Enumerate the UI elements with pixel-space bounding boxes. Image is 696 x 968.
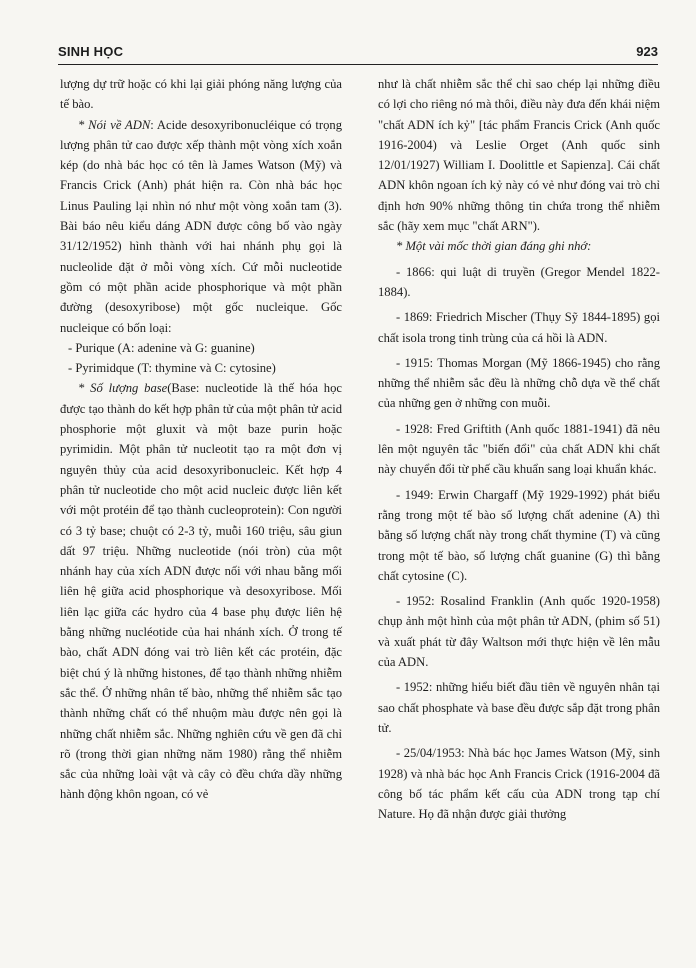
timeline-item: - 1952: những hiểu biết đầu tiên về nguyên nhân tại sao chất phosphate và base đều được sắp đặt trong phân tử. bbox=[378, 680, 660, 735]
paragraph-body: : Acide desoxyribonucléique có trọng lượng phân tử cao được xếp thành một vòng xích xoắn kép (do nhà bác học có tên là James Watson (Mỹ) và Francis Crick (Anh) phát hiện ra. Còn nhà bác học Linus Pauling lại nhìn nó như một vòng xoắn tam (3). Bài báo nêu kiểu dáng ADN được công bố vào ngày 31/12/1952) hình thành với hai nhánh phụ gọi là nucleolide đặt ở mỗi vòng xích. Cứ mỗi nucleotide gồm có một phần acide phosphorique và một phần đường (desoxyribose) một gốc nucleique. Gốc nucleique có bốn loại: bbox=[60, 117, 342, 335]
left-column bbox=[60, 74, 342, 805]
running-header bbox=[58, 40, 658, 65]
page-number: 923 bbox=[636, 44, 658, 59]
paragraph-base bbox=[60, 378, 342, 804]
timeline-item: - 1952: Rosalind Franklin (Anh quốc 1920-1958) chụp ảnh một hình của một phân tử ADN, (phim số 51) và xuất phát từ đây Waltson mới thực hiện về lên mẫu của ADN. bbox=[378, 594, 660, 670]
timeline-heading: * Một vài mốc thời gian đáng ghi nhớ: bbox=[396, 239, 592, 254]
timeline-item: - 25/04/1953: Nhà bác học James Watson (Mỹ, sinh 1928) và nhà bác học Anh Francis Crick (1916-2004 đã công bố tác phẩm kết cấu của ADN trong tạp chí Nature. Họ đã nhận được giải thưởng bbox=[378, 746, 660, 822]
paragraph: lượng dự trữ hoặc có khi lại giải phóng năng lượng của tế bào. bbox=[60, 77, 342, 112]
list-item: - Purique (A: adenine và G: guanine) bbox=[68, 340, 255, 355]
timeline-item: - 1928: Fred Griftith (Anh quốc 1881-1941) đã nêu lên một nguyên tắc "biến đổi" của chất ADN khi chất này chuyển đổi từ phế cầu khuẩn sang loại khuẩn khác. bbox=[378, 421, 660, 477]
paragraph: như là chất nhiễm sắc thể chỉ sao chép lại những điều có lợi cho riêng nó mà thôi, điều này đưa đến khái niệm "chất ADN ích kỷ" [tác phẩm Francis Crick (Anh quốc 1916-2004) và Leslie Orget (Anh quốc sinh 12/01/1927) William I. Doolittle et Sapienza]. Cái chất ADN khôn ngoan ích kỷ này có vẻ như đóng vai trò chỉ định hơn 90% những thông tin chứa trong thể nhiễm sắc (hãy xem mục "chất ARN"). bbox=[378, 77, 660, 234]
paragraph-adn bbox=[60, 115, 342, 338]
right-column bbox=[378, 74, 660, 824]
list-item: - Pyrimidque (T: thymine và C: cytosine) bbox=[68, 361, 276, 376]
section-title: SINH HỌC bbox=[58, 44, 124, 59]
timeline-item: - 1866: qui luật di truyền (Gregor Mendel 1822-1884). bbox=[378, 264, 660, 299]
paragraph-body: (Base: nucleotide là thế hóa học được tạo thành do kết hợp phân tử của một phân tử acid phosphorie một gluxit và một baze purin hoặc pyrimidin. Một phân tử nucleotit tạo ra một đơn vị nguyên thủy của acid desoxyribonucleic. Kết hợp 4 phân tử nucleotide cho một acid nucleic được liên kết với một protéin để tạo thành cucleoprotein): Con người có 3 tỷ base; chuột có 2-3 tỷ, muỗi 160 triệu, sâu giun dất 97 triệu. Những nucleotide (nói tròn) của một nhánh hay của xích ADN được nối với nhau bằng mối liên hệ giữa acid phosphorique và desoxyribose. Mối liên lạc giữa các hydro của 4 base phụ được liên hệ bằng những nucléotide của hai nhánh xích. Ở trong tế bào, chất ADN đóng vai trò liên kết các protéin, đặc biệt chú ý là những histones, để tạo thành những nhiễm sắc thể. Ở những nhân tế bào, những thể nhiễm sắc tạo thành những chất có thể nhuộm màu được nên gọi là những chất nhiễm sắc. Những nghiên cứu về gen đã chỉ rõ (trong thời gian những năm 1980) rằng thể nhiễm sắc của những loài vật và cây cỏ đều chứa dầy những hành động khôn ngoan, có vẻ bbox=[60, 381, 342, 802]
paragraph-lead: * Nói về ADN bbox=[78, 117, 151, 132]
timeline-item: - 1915: Thomas Morgan (Mỹ 1866-1945) cho rằng những thể nhiễm sắc đều là những chỗ dựa về thể chất của những gen ở những con muỗi. bbox=[378, 355, 660, 411]
timeline-item: - 1869: Friedrich Mischer (Thụy Sỹ 1844-1895) gọi chất isola trong tinh trùng của cá hồi là ADN. bbox=[378, 310, 660, 345]
paragraph-lead: * Số lượng base bbox=[78, 381, 168, 396]
timeline-item: - 1949: Erwin Chargaff (Mỹ 1929-1992) phát biểu rằng trong một tế bào số lượng chất adenine (A) thì bằng số lượng chất này trong chất thymine (T) và cũng trong một tế bào, số lượng chất guanine (G) thì bằng chất cytosine (C). bbox=[378, 487, 660, 583]
